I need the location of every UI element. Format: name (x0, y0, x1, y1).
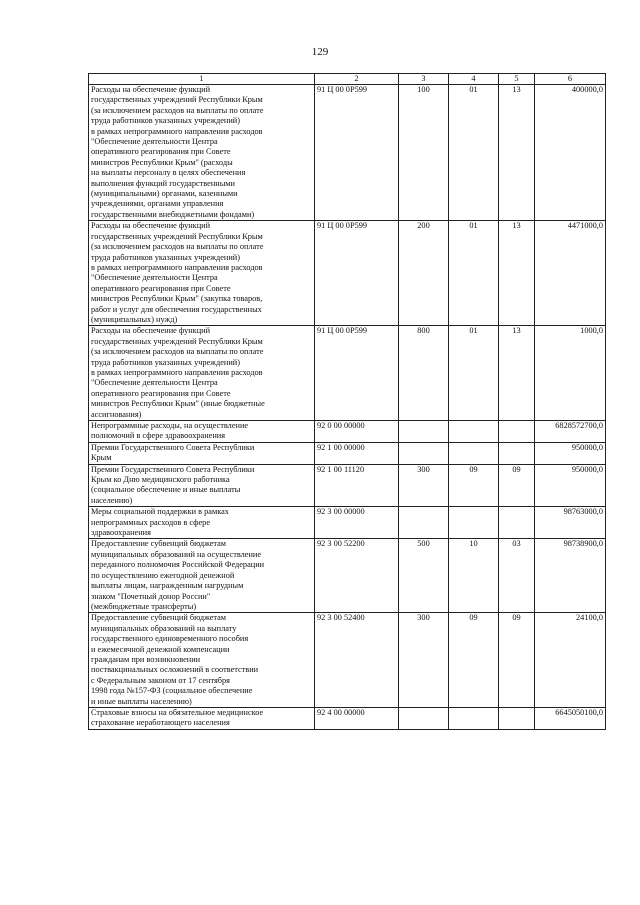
budget-table (88, 73, 606, 730)
row-amount: 24100,0 (535, 613, 606, 708)
header-cell-1: 1 (89, 74, 315, 85)
row-subsection: 03 (499, 539, 535, 613)
table-row (89, 85, 606, 221)
row-subsection (499, 442, 535, 464)
table-row (89, 442, 606, 464)
row-code: 92 3 00 52400 (315, 613, 399, 708)
row-code: 91 Ц 00 0Р599 (315, 85, 399, 221)
row-expense-type (399, 442, 449, 464)
row-expense-type: 100 (399, 85, 449, 221)
row-section (449, 421, 499, 443)
row-code: 92 1 00 00000 (315, 442, 399, 464)
row-description: Расходы на обеспечение функций государственных учреждений Республики Крым (за исключением расходов на выплаты по оплате труда работников указанных учреждений) в рамках непрограммного направления расходов "Обеспечение деятельности Центра оперативного реагирования при Совете министров Республики Крым" (закупка товаров, работ и услуг для обеспечения государственных (муниципальных) нужд) (89, 221, 315, 326)
row-expense-type (399, 507, 449, 539)
row-description: Расходы на обеспечение функций государственных учреждений Республики Крым (за исключением расходов на выплаты по оплате труда работников указанных учреждений) в рамках непрограммного направления расходов "Обеспечение деятельности Центра оперативного реагирования при Совете министров Республики Крым" (иные бюджетные ассигнования) (89, 326, 315, 421)
table-row (89, 539, 606, 613)
row-amount: 950000,0 (535, 442, 606, 464)
row-expense-type: 300 (399, 613, 449, 708)
row-section: 09 (449, 464, 499, 507)
row-amount: 98763000,0 (535, 507, 606, 539)
row-code: 91 Ц 00 0Р599 (315, 326, 399, 421)
row-amount: 6645050100,0 (535, 707, 606, 729)
row-expense-type: 500 (399, 539, 449, 613)
table-row (89, 613, 606, 708)
row-section: 09 (449, 613, 499, 708)
header-cell-6: 6 (535, 74, 606, 85)
header-cell-2: 2 (315, 74, 399, 85)
row-expense-type: 300 (399, 464, 449, 507)
row-subsection: 13 (499, 85, 535, 221)
row-subsection: 13 (499, 221, 535, 326)
table-header-row (89, 74, 606, 85)
row-amount: 950000,0 (535, 464, 606, 507)
row-section: 01 (449, 326, 499, 421)
row-subsection: 09 (499, 613, 535, 708)
row-code: 92 3 00 00000 (315, 507, 399, 539)
page-number: 129 (311, 46, 329, 58)
row-section: 10 (449, 539, 499, 613)
table-row (89, 507, 606, 539)
row-amount: 1000,0 (535, 326, 606, 421)
table-row (89, 707, 606, 729)
row-code: 92 3 00 52200 (315, 539, 399, 613)
row-description: Расходы на обеспечение функций государственных учреждений Республики Крым (за исключением расходов на выплаты по оплате труда работников указанных учреждений) в рамках непрограммного направления расходов "Обеспечение деятельности Центра оперативного реагирования при Совете министров Республики Крым" (расходы на выплаты персоналу в целях обеспечения выполнения функций государственными (муниципальными) органами, казенными учреждениями, органами управления государственными внебюджетными фондами) (89, 85, 315, 221)
table-row (89, 221, 606, 326)
row-expense-type (399, 707, 449, 729)
row-subsection: 13 (499, 326, 535, 421)
row-section (449, 707, 499, 729)
row-description: Страховые взносы на обязательное медицинское страхование неработающего населения (89, 707, 315, 729)
table-row (89, 464, 606, 507)
row-amount: 6828572700,0 (535, 421, 606, 443)
row-code: 92 4 00 00000 (315, 707, 399, 729)
row-section (449, 442, 499, 464)
row-amount: 98738900,0 (535, 539, 606, 613)
row-expense-type (399, 421, 449, 443)
row-expense-type: 800 (399, 326, 449, 421)
row-description: Непрограммные расходы, на осуществление полномочий в сфере здравоохранения (89, 421, 315, 443)
table-row (89, 421, 606, 443)
row-code: 91 Ц 00 0Р599 (315, 221, 399, 326)
row-section: 01 (449, 85, 499, 221)
row-description: Предоставление субвенций бюджетам муниципальных образований на осуществление переданного полномочия Российской Федерации по осуществлению ежегодной денежной выплаты лицам, награжденным нагрудным знаком "Почетный донор России" (межбюджетные трансферты) (89, 539, 315, 613)
row-amount: 400000,0 (535, 85, 606, 221)
row-subsection (499, 421, 535, 443)
row-section: 01 (449, 221, 499, 326)
row-subsection (499, 707, 535, 729)
table-row (89, 326, 606, 421)
row-description: Предоставление субвенций бюджетам муниципальных образований на выплату государственного единовременного пособия и ежемесячной денежной компенсации гражданам при возникновении поствакцинальных осложнений в соответствии с Федеральным законом от 17 сентября 1998 года №157-ФЗ (социальное обеспечение и иные выплаты населению) (89, 613, 315, 708)
row-code: 92 1 00 11120 (315, 464, 399, 507)
row-code: 92 0 00 00000 (315, 421, 399, 443)
row-subsection: 09 (499, 464, 535, 507)
header-cell-4: 4 (449, 74, 499, 85)
header-cell-5: 5 (499, 74, 535, 85)
row-expense-type: 200 (399, 221, 449, 326)
row-description: Премии Государственного Совета Республики Крым ко Дню медицинского работника (социальное обеспечение и иные выплаты населению) (89, 464, 315, 507)
row-amount: 4471000,0 (535, 221, 606, 326)
row-subsection (499, 507, 535, 539)
row-description: Меры социальной поддержки в рамках непрограммных расходов в сфере здравоохранения (89, 507, 315, 539)
row-section (449, 507, 499, 539)
header-cell-3: 3 (399, 74, 449, 85)
row-description: Премии Государственного Совета Республики Крым (89, 442, 315, 464)
